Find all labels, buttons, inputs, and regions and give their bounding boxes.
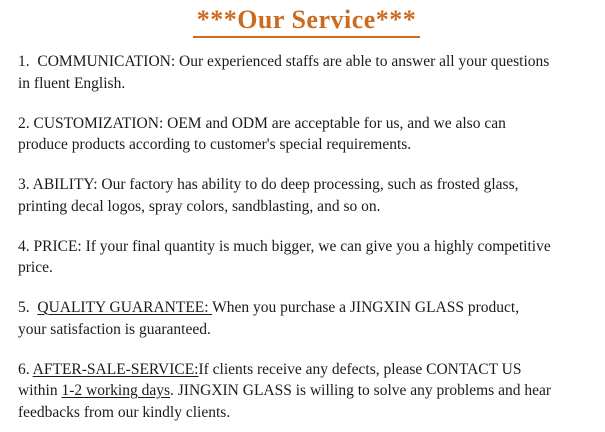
text-line [18, 236, 595, 258]
underlined-text: AFTER-SALE-SERVICE: [32, 360, 199, 378]
text-line [18, 319, 595, 341]
text-line [18, 402, 595, 424]
service-list [18, 51, 595, 423]
text-line [18, 51, 595, 73]
text-segment: produce products according to customer's special requirements. [18, 136, 412, 153]
text-line [18, 134, 595, 156]
service-item-ability [18, 174, 595, 217]
text-segment: 1. COMMUNICATION: Our experienced staffs are able to answer all your questions [18, 53, 550, 70]
text-segment: When you purchase a JINGXIN GLASS product, [212, 299, 520, 316]
page-title [18, 5, 595, 38]
underlined-text: 1-2 working days [61, 382, 170, 399]
text-line [18, 257, 595, 279]
text-segment: your satisfaction is guaranteed. [18, 320, 211, 338]
text-segment: printing decal logos, spray colors, sandblasting, and so on. [18, 197, 381, 215]
text-line [18, 174, 595, 196]
text-segment: 2. CUSTOMIZATION: OEM and ODM are acceptable for us, and we also can [18, 114, 506, 132]
text-segment: . JINGXIN GLASS is willing to solve any problems and hear [170, 382, 551, 399]
service-item-customization [18, 113, 595, 156]
text-line [18, 113, 595, 135]
service-item-quality-guarantee [18, 297, 595, 340]
text-segment: price. [18, 259, 53, 276]
text-segment: If clients receive any defects, please CONTACT US [198, 360, 522, 378]
text-segment: in fluent English. [18, 74, 126, 92]
text-segment: 3. ABILITY: Our factory has ability to do deep processing, such as frosted glass, [18, 176, 519, 193]
text-segment: 6. [18, 360, 33, 378]
service-item-communication [18, 51, 595, 94]
text-line [18, 73, 595, 95]
text-segment: 5. [18, 299, 38, 316]
underlined-text: QUALITY GUARANTEE: [37, 299, 213, 316]
text-line [18, 297, 595, 319]
text-segment: feedbacks from our kindly clients. [18, 403, 231, 421]
service-item-after-sale-service [18, 359, 595, 424]
text-line [18, 380, 595, 402]
text-line [18, 359, 595, 381]
text-line [18, 196, 595, 218]
page-title-text: ***Our Service*** [193, 5, 421, 38]
text-segment: within [18, 382, 62, 399]
service-item-price [18, 236, 595, 279]
text-segment: 4. PRICE: If your final quantity is much bigger, we can give you a highly competitive [18, 237, 551, 255]
